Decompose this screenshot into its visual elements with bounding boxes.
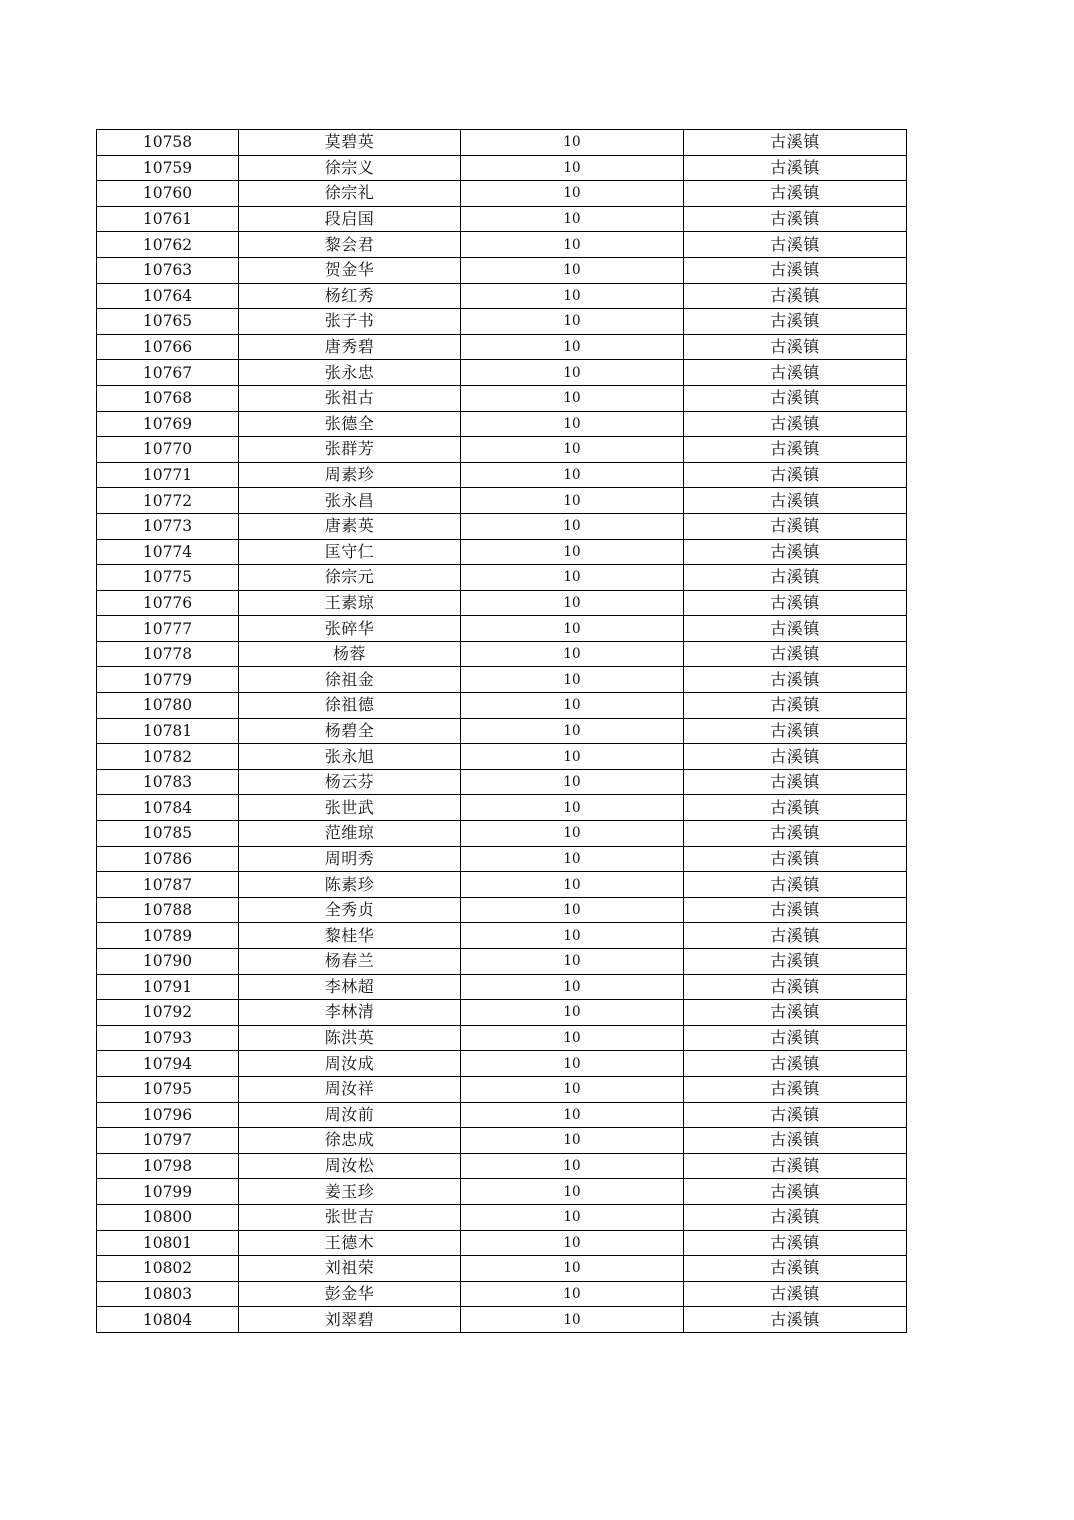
cell-name: 徐宗礼	[239, 181, 461, 207]
table-row	[97, 1307, 907, 1333]
table-row	[97, 257, 907, 283]
table-row	[97, 130, 907, 156]
cell-number: 10779	[97, 667, 239, 693]
cell-town: 古溪镇	[684, 616, 907, 642]
cell-number: 10773	[97, 513, 239, 539]
cell-name: 姜玉珍	[239, 1179, 461, 1205]
cell-name: 张永昌	[239, 488, 461, 514]
cell-name: 周素珍	[239, 462, 461, 488]
cell-number: 10772	[97, 488, 239, 514]
cell-number: 10794	[97, 1051, 239, 1077]
cell-number: 10791	[97, 974, 239, 1000]
table-row	[97, 385, 907, 411]
cell-name: 黎桂华	[239, 923, 461, 949]
cell-amount: 10	[461, 795, 684, 821]
table-row	[97, 641, 907, 667]
cell-town: 古溪镇	[684, 1256, 907, 1282]
cell-number: 10780	[97, 693, 239, 719]
cell-town: 古溪镇	[684, 744, 907, 770]
cell-town: 古溪镇	[684, 641, 907, 667]
cell-amount: 10	[461, 155, 684, 181]
cell-amount: 10	[461, 1204, 684, 1230]
table-row	[97, 1051, 907, 1077]
cell-town: 古溪镇	[684, 1179, 907, 1205]
table-row	[97, 1153, 907, 1179]
cell-number: 10798	[97, 1153, 239, 1179]
cell-amount: 10	[461, 1000, 684, 1026]
cell-town: 古溪镇	[684, 257, 907, 283]
cell-name: 贺金华	[239, 257, 461, 283]
cell-town: 古溪镇	[684, 283, 907, 309]
table-row	[97, 1025, 907, 1051]
cell-town: 古溪镇	[684, 130, 907, 156]
cell-number: 10769	[97, 411, 239, 437]
cell-number: 10790	[97, 949, 239, 975]
cell-town: 古溪镇	[684, 232, 907, 258]
cell-number: 10775	[97, 565, 239, 591]
table-row	[97, 769, 907, 795]
cell-number: 10793	[97, 1025, 239, 1051]
cell-number: 10788	[97, 897, 239, 923]
cell-number: 10781	[97, 718, 239, 744]
cell-amount: 10	[461, 744, 684, 770]
cell-town: 古溪镇	[684, 181, 907, 207]
cell-name: 杨蓉	[239, 641, 461, 667]
cell-amount: 10	[461, 462, 684, 488]
cell-town: 古溪镇	[684, 1204, 907, 1230]
cell-number: 10762	[97, 232, 239, 258]
cell-amount: 10	[461, 1281, 684, 1307]
table-row	[97, 1128, 907, 1154]
cell-amount: 10	[461, 334, 684, 360]
cell-number: 10799	[97, 1179, 239, 1205]
table-row	[97, 360, 907, 386]
cell-number: 10766	[97, 334, 239, 360]
cell-amount: 10	[461, 1076, 684, 1102]
cell-number: 10784	[97, 795, 239, 821]
cell-amount: 10	[461, 437, 684, 463]
table-row	[97, 590, 907, 616]
table-row	[97, 974, 907, 1000]
table-row	[97, 616, 907, 642]
cell-town: 古溪镇	[684, 590, 907, 616]
cell-town: 古溪镇	[684, 513, 907, 539]
cell-amount: 10	[461, 821, 684, 847]
cell-name: 黎会君	[239, 232, 461, 258]
cell-amount: 10	[461, 488, 684, 514]
cell-name: 张群芳	[239, 437, 461, 463]
cell-town: 古溪镇	[684, 821, 907, 847]
cell-number: 10800	[97, 1204, 239, 1230]
cell-number: 10797	[97, 1128, 239, 1154]
data-table	[96, 129, 907, 1333]
cell-amount: 10	[461, 257, 684, 283]
cell-amount: 10	[461, 565, 684, 591]
table-row	[97, 309, 907, 335]
cell-town: 古溪镇	[684, 1076, 907, 1102]
cell-amount: 10	[461, 897, 684, 923]
cell-amount: 10	[461, 130, 684, 156]
cell-name: 张世武	[239, 795, 461, 821]
cell-name: 全秀贞	[239, 897, 461, 923]
cell-town: 古溪镇	[684, 667, 907, 693]
cell-amount: 10	[461, 693, 684, 719]
cell-name: 彭金华	[239, 1281, 461, 1307]
cell-name: 匡守仁	[239, 539, 461, 565]
cell-name: 徐祖德	[239, 693, 461, 719]
cell-name: 王德木	[239, 1230, 461, 1256]
table-row	[97, 923, 907, 949]
cell-number: 10795	[97, 1076, 239, 1102]
cell-town: 古溪镇	[684, 488, 907, 514]
table-row	[97, 1076, 907, 1102]
cell-amount: 10	[461, 232, 684, 258]
table-row	[97, 667, 907, 693]
table-row	[97, 1204, 907, 1230]
cell-number: 10787	[97, 872, 239, 898]
cell-number: 10778	[97, 641, 239, 667]
cell-name: 周明秀	[239, 846, 461, 872]
cell-amount: 10	[461, 616, 684, 642]
cell-town: 古溪镇	[684, 897, 907, 923]
cell-amount: 10	[461, 411, 684, 437]
cell-number: 10767	[97, 360, 239, 386]
table-row	[97, 1281, 907, 1307]
table-row	[97, 539, 907, 565]
cell-town: 古溪镇	[684, 462, 907, 488]
cell-name: 张世吉	[239, 1204, 461, 1230]
cell-town: 古溪镇	[684, 718, 907, 744]
cell-town: 古溪镇	[684, 539, 907, 565]
cell-number: 10789	[97, 923, 239, 949]
cell-name: 刘祖荣	[239, 1256, 461, 1282]
cell-number: 10771	[97, 462, 239, 488]
cell-name: 杨碧全	[239, 718, 461, 744]
cell-amount: 10	[461, 590, 684, 616]
cell-name: 徐宗义	[239, 155, 461, 181]
cell-number: 10804	[97, 1307, 239, 1333]
table-row	[97, 232, 907, 258]
cell-amount: 10	[461, 769, 684, 795]
cell-town: 古溪镇	[684, 846, 907, 872]
cell-number: 10761	[97, 206, 239, 232]
table-row	[97, 949, 907, 975]
cell-town: 古溪镇	[684, 923, 907, 949]
table-row	[97, 693, 907, 719]
cell-number: 10765	[97, 309, 239, 335]
table-row	[97, 565, 907, 591]
cell-name: 张祖古	[239, 385, 461, 411]
cell-number: 10801	[97, 1230, 239, 1256]
cell-amount: 10	[461, 283, 684, 309]
cell-number: 10796	[97, 1102, 239, 1128]
cell-name: 徐祖金	[239, 667, 461, 693]
cell-name: 陈洪英	[239, 1025, 461, 1051]
cell-town: 古溪镇	[684, 206, 907, 232]
table-row	[97, 1000, 907, 1026]
cell-town: 古溪镇	[684, 1000, 907, 1026]
cell-number: 10776	[97, 590, 239, 616]
cell-town: 古溪镇	[684, 1153, 907, 1179]
cell-number: 10770	[97, 437, 239, 463]
cell-name: 刘翠碧	[239, 1307, 461, 1333]
cell-number: 10759	[97, 155, 239, 181]
cell-town: 古溪镇	[684, 1281, 907, 1307]
cell-amount: 10	[461, 1179, 684, 1205]
cell-number: 10785	[97, 821, 239, 847]
cell-amount: 10	[461, 385, 684, 411]
cell-name: 李林超	[239, 974, 461, 1000]
cell-town: 古溪镇	[684, 1025, 907, 1051]
table-row	[97, 1179, 907, 1205]
cell-name: 莫碧英	[239, 130, 461, 156]
cell-amount: 10	[461, 974, 684, 1000]
cell-amount: 10	[461, 1230, 684, 1256]
cell-name: 范维琼	[239, 821, 461, 847]
cell-name: 周汝松	[239, 1153, 461, 1179]
table-row	[97, 821, 907, 847]
cell-town: 古溪镇	[684, 437, 907, 463]
cell-name: 周汝前	[239, 1102, 461, 1128]
cell-amount: 10	[461, 949, 684, 975]
table-row	[97, 872, 907, 898]
cell-amount: 10	[461, 923, 684, 949]
cell-number: 10802	[97, 1256, 239, 1282]
cell-name: 陈素珍	[239, 872, 461, 898]
cell-amount: 10	[461, 1307, 684, 1333]
table-row	[97, 283, 907, 309]
cell-town: 古溪镇	[684, 385, 907, 411]
cell-name: 周汝祥	[239, 1076, 461, 1102]
table-row	[97, 795, 907, 821]
cell-amount: 10	[461, 181, 684, 207]
cell-amount: 10	[461, 641, 684, 667]
cell-name: 张永忠	[239, 360, 461, 386]
cell-amount: 10	[461, 1025, 684, 1051]
cell-town: 古溪镇	[684, 769, 907, 795]
table-row	[97, 437, 907, 463]
cell-town: 古溪镇	[684, 309, 907, 335]
table-row	[97, 846, 907, 872]
cell-amount: 10	[461, 1102, 684, 1128]
cell-town: 古溪镇	[684, 1102, 907, 1128]
table-row	[97, 744, 907, 770]
cell-town: 古溪镇	[684, 872, 907, 898]
cell-town: 古溪镇	[684, 1230, 907, 1256]
cell-name: 杨云芬	[239, 769, 461, 795]
cell-amount: 10	[461, 206, 684, 232]
table-row	[97, 513, 907, 539]
cell-town: 古溪镇	[684, 693, 907, 719]
cell-town: 古溪镇	[684, 360, 907, 386]
table-row	[97, 718, 907, 744]
table-row	[97, 1102, 907, 1128]
cell-town: 古溪镇	[684, 411, 907, 437]
cell-town: 古溪镇	[684, 949, 907, 975]
cell-number: 10803	[97, 1281, 239, 1307]
cell-town: 古溪镇	[684, 1128, 907, 1154]
cell-name: 唐秀碧	[239, 334, 461, 360]
cell-name: 王素琼	[239, 590, 461, 616]
cell-town: 古溪镇	[684, 1051, 907, 1077]
cell-town: 古溪镇	[684, 334, 907, 360]
cell-name: 张碎华	[239, 616, 461, 642]
cell-number: 10774	[97, 539, 239, 565]
table-row	[97, 334, 907, 360]
table-body	[97, 130, 907, 1333]
cell-number: 10792	[97, 1000, 239, 1026]
cell-number: 10768	[97, 385, 239, 411]
cell-name: 张永旭	[239, 744, 461, 770]
cell-amount: 10	[461, 309, 684, 335]
cell-amount: 10	[461, 1256, 684, 1282]
cell-town: 古溪镇	[684, 974, 907, 1000]
cell-name: 徐忠成	[239, 1128, 461, 1154]
cell-amount: 10	[461, 667, 684, 693]
cell-amount: 10	[461, 539, 684, 565]
cell-name: 徐宗元	[239, 565, 461, 591]
cell-town: 古溪镇	[684, 565, 907, 591]
cell-number: 10760	[97, 181, 239, 207]
cell-number: 10782	[97, 744, 239, 770]
cell-amount: 10	[461, 1051, 684, 1077]
cell-number: 10786	[97, 846, 239, 872]
cell-amount: 10	[461, 718, 684, 744]
cell-amount: 10	[461, 846, 684, 872]
cell-town: 古溪镇	[684, 1307, 907, 1333]
cell-name: 杨春兰	[239, 949, 461, 975]
table-row	[97, 411, 907, 437]
table-row	[97, 1230, 907, 1256]
table-row	[97, 206, 907, 232]
cell-town: 古溪镇	[684, 155, 907, 181]
table-row	[97, 1256, 907, 1282]
cell-amount: 10	[461, 1128, 684, 1154]
table-row	[97, 462, 907, 488]
cell-name: 李林清	[239, 1000, 461, 1026]
cell-name: 杨红秀	[239, 283, 461, 309]
cell-name: 唐素英	[239, 513, 461, 539]
cell-name: 周汝成	[239, 1051, 461, 1077]
cell-number: 10758	[97, 130, 239, 156]
cell-name: 张德全	[239, 411, 461, 437]
cell-name: 张子书	[239, 309, 461, 335]
cell-amount: 10	[461, 872, 684, 898]
cell-name: 段启国	[239, 206, 461, 232]
cell-town: 古溪镇	[684, 795, 907, 821]
cell-number: 10783	[97, 769, 239, 795]
cell-amount: 10	[461, 513, 684, 539]
cell-amount: 10	[461, 1153, 684, 1179]
cell-number: 10763	[97, 257, 239, 283]
table-row	[97, 488, 907, 514]
cell-number: 10764	[97, 283, 239, 309]
table-row	[97, 897, 907, 923]
cell-amount: 10	[461, 360, 684, 386]
table-row	[97, 155, 907, 181]
cell-number: 10777	[97, 616, 239, 642]
table-row	[97, 181, 907, 207]
